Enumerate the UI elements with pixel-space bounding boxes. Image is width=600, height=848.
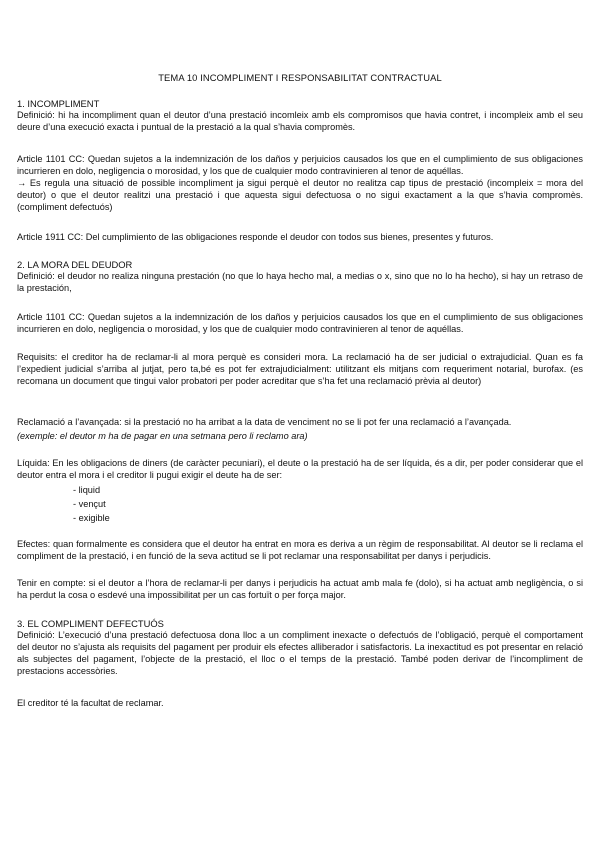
- section-2-heading: 2. LA MORA DEL DEUDOR: [17, 259, 133, 270]
- section-2-article-1101: Article 1101 CC: Quedan sujetos a la indemnización de los daños y perjuicios causados los que en el cumplimiento de sus obligaciones incurrieren en dolo, negligencia o morosidad, y los que de cualquier modo contravinieren al tenor de aquéllas.: [17, 312, 583, 334]
- section-3-heading: 3. EL COMPLIMENT DEFECTUÓS: [17, 618, 164, 629]
- section-2-exemple: (exemple: el deutor m ha de pagar en una setmana pero li reclamo ara): [17, 431, 308, 441]
- section-2-requisits: Requisits: el creditor ha de reclamar-li al mora perquè es consideri mora. La reclamació ha de ser judicial o extrajudicial. Quan es fa l’expedient judicial s’arriba al jutjat, pero ta,bé es pot fer extrajudicialment: utilitzant els mitjans com requeriment notarial, burofax. (es recomana un document que tingui valor probatori per poder acreditar que s’ha fet una reclamació prèvia al deutor): [17, 352, 583, 386]
- section-2-tenir-en-compte: Tenir en compte: si el deutor a l’hora de reclamar-li per danys i perjudicis ha actuat amb mala fe (dolo), si ha actuat amb negligència, o si ha perdut la cosa o esdevé una impossibilitat per un cas fortuït o per força major.: [17, 578, 583, 600]
- section-2-liquida: Líquida: En les obligacions de diners (de caràcter pecuniari), el deute o la prestació ha de ser líquida, és a dir, per poder considerar que el deutor entra el mora i el creditor li pugui exigir el deute ha de ser:: [17, 458, 583, 480]
- section-1-heading: 1. INCOMPLIMENT: [17, 98, 100, 109]
- section-3-final-note: El creditor té la facultat de reclamar.: [17, 698, 164, 708]
- section-2-reclamacio: Reclamació a l’avançada: si la prestació no ha arribat a la data de venciment no se li pot fer una reclamació a l’avançada.: [17, 417, 512, 427]
- section-1-article-1911: Article 1911 CC: Del cumplimiento de las obligaciones responde el deudor con todos sus bienes, presentes y futuros.: [17, 232, 494, 242]
- section-1-article-1101: Article 1101 CC: Quedan sujetos a la indemnización de los daños y perjuicios causados los que en el cumplimiento de sus obligaciones incurrieren en dolo, negligencia o morosidad, y los que de cualquier modo contravinieren al tenor de aquéllas.: [17, 154, 583, 176]
- list-item-liquid: - liquid: [73, 485, 101, 495]
- section-2-definition: Definició: el deudor no realiza ninguna prestación (no que lo haya hecho mal, a medias o x, sino que no lo ha hecho), si hay un retraso de la prestación,: [17, 271, 583, 293]
- section-1-arrow-note: → Es regula una situació de possible incompliment ja sigui perquè el deutor no realitza cap tipus de prestació (incompleix = mora del deutor) o que el deutor realitzi una prestació i que aquesta sigui defectuosa o no sigui exactament a la que s’havia compromès. (compliment defectuós): [17, 178, 583, 212]
- section-1-definition: Definició: hi ha incompliment quan el deutor d’una prestació incomleix amb els compromisos que havia contret, i incompleix amb el seu deure d’una execució exacta i puntual de la prestació a la qual s’havia compromès.: [17, 110, 583, 132]
- list-item-exigible: - exigible: [73, 513, 110, 523]
- section-3-definition: Definició: L’execució d’una prestació defectuosa dona lloc a un compliment inexacte o defectuós de l’obligació, perquè el comportament del deutor no s’ajusta als requisits del pagament per produir els efectes alliberador i satisfactoris. La inexactitud es pot presentar en relació als subjectes del pagament, l’objecte de la prestació, el lloc o el temps de la prestació. També poden derivar de l’incompliment de prestacions accessòries.: [17, 630, 583, 676]
- section-2-efectes: Efectes: quan formalmente es considera que el deutor ha entrat en mora es deriva a un règim de responsabilitat. Al deutor se li reclama el compliment de la prestació, i en funció de la seva actitud se li pot reclamar una responsabilitat per danys i perjudicis.: [17, 539, 583, 561]
- list-item-vencut: - vençut: [73, 499, 106, 509]
- document-title: TEMA 10 INCOMPLIMENT I RESPONSABILITAT CONTRACTUAL: [158, 72, 442, 83]
